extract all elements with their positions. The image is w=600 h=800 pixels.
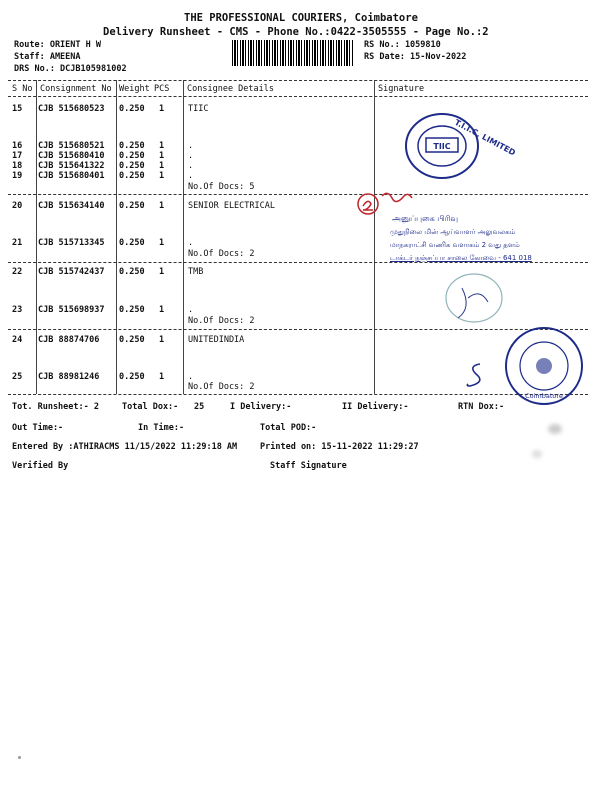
docs-count: No.Of Docs: 2 bbox=[188, 316, 255, 326]
united-india-stamp bbox=[496, 322, 590, 408]
col-consignee-header: Consignee Details bbox=[187, 84, 274, 94]
rtn-dox: RTN Dox:- bbox=[458, 402, 505, 412]
barcode bbox=[232, 40, 354, 66]
tamil-stamp-line: மாநகராட்சி வணிக வளாகம் 2 வது தளம் bbox=[390, 241, 520, 249]
col-cons-header: Consignment No bbox=[40, 84, 112, 94]
tamil-stamp-line: டாக்டர் நஞ்சப்பா சாலை கோவை - 641 018 bbox=[390, 254, 532, 262]
docs-count: No.Of Docs: 2 bbox=[188, 249, 255, 259]
total-pod: Total POD:- bbox=[260, 423, 317, 433]
tamil-stamp-line: முதுநிலை மின் ஆய்வாளர் அலுவலகம் bbox=[390, 228, 516, 236]
tiic-top-text: T.I.I.C. LIMITED bbox=[453, 117, 517, 158]
printed-on: Printed on: 15-11-2022 11:29:27 bbox=[260, 442, 419, 452]
docs-count: No.Of Docs: 2 bbox=[188, 382, 255, 392]
total-dox-value: 25 bbox=[194, 402, 205, 412]
col-pcs-header: PCS bbox=[154, 84, 170, 94]
ii-delivery: II Delivery:- bbox=[342, 402, 409, 412]
col-divider bbox=[374, 80, 375, 394]
staff-signature: Staff Signature bbox=[270, 461, 347, 471]
i-delivery: I Delivery:- bbox=[230, 402, 292, 412]
scan-speckle bbox=[18, 756, 21, 759]
scan-speckle bbox=[532, 450, 542, 458]
faint-stamp bbox=[440, 268, 510, 328]
scan-speckle bbox=[548, 424, 562, 434]
rs-number: RS No.: 1059810 bbox=[364, 40, 441, 50]
tamil-stamp-line: அனுப்புகை பிரிவு bbox=[392, 214, 459, 223]
out-time: Out Time:- bbox=[12, 423, 64, 433]
col-signature-header: Signature bbox=[378, 84, 425, 94]
ui-stamp-text: Coimbatore bbox=[525, 392, 563, 400]
tiic-stamp bbox=[394, 108, 517, 188]
rs-date: RS Date: 15-Nov-2022 bbox=[364, 52, 467, 62]
in-time: In Time:- bbox=[138, 423, 185, 433]
col-sno-header: S No bbox=[12, 84, 33, 94]
verified-by: Verified By bbox=[12, 461, 69, 471]
table-header-rule bbox=[8, 96, 588, 97]
total-dox-label: Total Dox:- bbox=[122, 402, 179, 412]
table-top-rule bbox=[8, 80, 588, 81]
group-rule bbox=[8, 194, 588, 195]
route-label: Route: ORIENT H W bbox=[14, 40, 101, 50]
company-title: THE PROFESSIONAL COURIERS, Coimbatore bbox=[184, 12, 418, 24]
signature-scribble bbox=[462, 360, 492, 390]
drs-number: DRS No.: DCJB105981002 bbox=[14, 64, 127, 74]
entered-by: Entered By :ATHIRACMS 11/15/2022 11:29:18 AM bbox=[12, 442, 238, 452]
staff-label: Staff: AMEENA bbox=[14, 52, 81, 62]
tot-runsheet: Tot. Runsheet:- 2 bbox=[12, 402, 99, 412]
col-weight-header: Weight bbox=[119, 84, 150, 94]
col-divider bbox=[36, 80, 37, 394]
runsheet-subtitle: Delivery Runsheet - CMS - Phone No.:0422-3505555 - Page No.:2 bbox=[103, 26, 489, 38]
docs-count: No.Of Docs: 5 bbox=[188, 182, 255, 192]
col-divider bbox=[183, 80, 184, 394]
col-divider bbox=[116, 80, 117, 394]
tiic-center: TIIC bbox=[433, 142, 451, 151]
